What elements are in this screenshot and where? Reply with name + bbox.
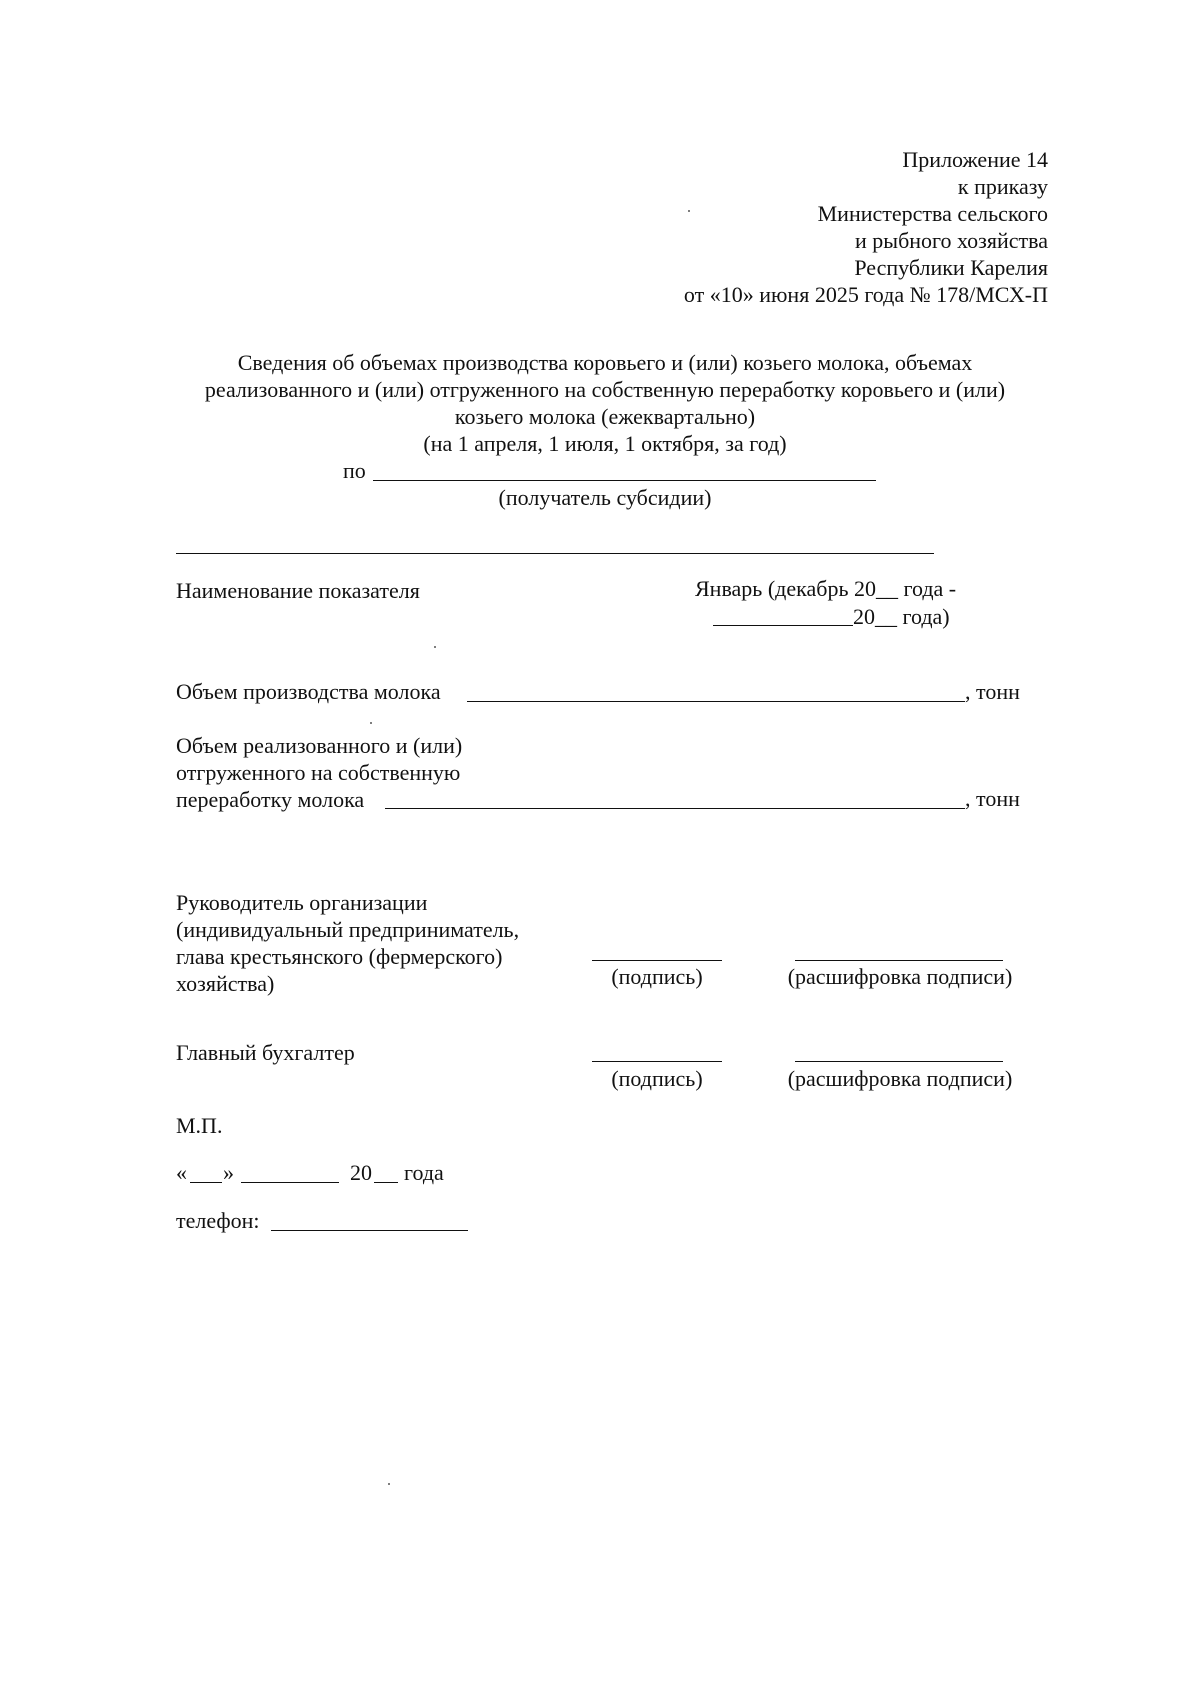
scan-speck xyxy=(388,1483,390,1485)
production-unit: , тонн xyxy=(965,679,1020,704)
head-label-line3: глава крестьянского (фермерского) xyxy=(176,944,503,969)
appendix-number: Приложение 14 xyxy=(902,147,1048,172)
production-label: Объем производства молока xyxy=(176,679,441,704)
date-year-prefix: 20 xyxy=(350,1160,372,1185)
document-title xyxy=(150,349,1060,457)
scan-speck xyxy=(688,210,690,212)
head-label-line2: (индивидуальный предприниматель, xyxy=(176,917,520,942)
period-header-line1: Январь (декабрь 20__ года - xyxy=(695,576,957,601)
appendix-ministry-line1: Министерства сельского xyxy=(817,201,1048,226)
indicator-header: Наименование показателя xyxy=(176,578,420,603)
accountant-label: Главный бухгалтер xyxy=(176,1040,355,1065)
date-year-line[interactable] xyxy=(374,1182,398,1183)
scan-speck xyxy=(434,646,436,648)
stamp-label: М.П. xyxy=(176,1113,223,1138)
accountant-signature-caption: (подпись) xyxy=(611,1066,703,1091)
sold-label-line3: переработку молока xyxy=(176,787,365,812)
date-open-quote: « xyxy=(176,1160,187,1185)
accountant-decoding-line[interactable] xyxy=(795,1061,1003,1062)
sold-label-line1: Объем реализованного и (или) xyxy=(176,733,463,758)
date-close-quote: » xyxy=(223,1160,234,1185)
title-line-4: (на 1 апреля, 1 июля, 1 октября, за год) xyxy=(423,431,787,456)
sold-unit: , тонн xyxy=(965,786,1020,811)
date-suffix: года xyxy=(404,1160,444,1185)
head-signature-caption: (подпись) xyxy=(611,964,703,989)
accountant-decoding-caption: (расшифровка подписи) xyxy=(787,1066,1013,1091)
scan-speck xyxy=(370,722,372,724)
period-header-line2: 20__ года) xyxy=(853,604,950,629)
appendix-ministry-line2: и рыбного хозяйства xyxy=(855,228,1048,253)
sold-label-line2: отгруженного на собственную xyxy=(176,760,461,785)
phone-field-line[interactable] xyxy=(271,1230,468,1231)
head-label-line4: хозяйства) xyxy=(176,971,275,996)
appendix-republic: Республики Карелия xyxy=(854,255,1048,280)
production-value-line[interactable] xyxy=(467,701,965,702)
appendix-order-ref: к приказу xyxy=(957,174,1048,199)
title-line-2: реализованного и (или) отгруженного на собственную переработку коровьего и (или) xyxy=(204,377,1006,402)
sold-value-line[interactable] xyxy=(385,808,965,809)
recipient-field-line[interactable] xyxy=(373,480,876,481)
head-decoding-caption: (расшифровка подписи) xyxy=(787,964,1013,989)
phone-label: телефон: xyxy=(176,1208,260,1233)
recipient-continuation-line[interactable] xyxy=(176,553,934,554)
appendix-date-number: от «10» июня 2025 года № 178/МСХ-П xyxy=(683,282,1048,307)
period-month-line[interactable] xyxy=(713,625,853,626)
po-label: по xyxy=(343,458,366,483)
date-month-line[interactable] xyxy=(241,1182,339,1183)
title-line-1: Сведения об объемах производства коровьего и (или) козьего молока, объемах xyxy=(237,350,973,375)
date-day-line[interactable] xyxy=(190,1182,222,1183)
accountant-signature-line[interactable] xyxy=(592,1061,722,1062)
head-label xyxy=(176,889,519,997)
head-label-line1: Руководитель организации xyxy=(176,890,428,915)
head-signature-line[interactable] xyxy=(592,960,722,961)
title-line-3: козьего молока (ежеквартально) xyxy=(454,404,756,429)
appendix-block xyxy=(684,146,1048,308)
head-decoding-line[interactable] xyxy=(795,960,1003,961)
recipient-caption: (получатель субсидии) xyxy=(498,485,712,510)
